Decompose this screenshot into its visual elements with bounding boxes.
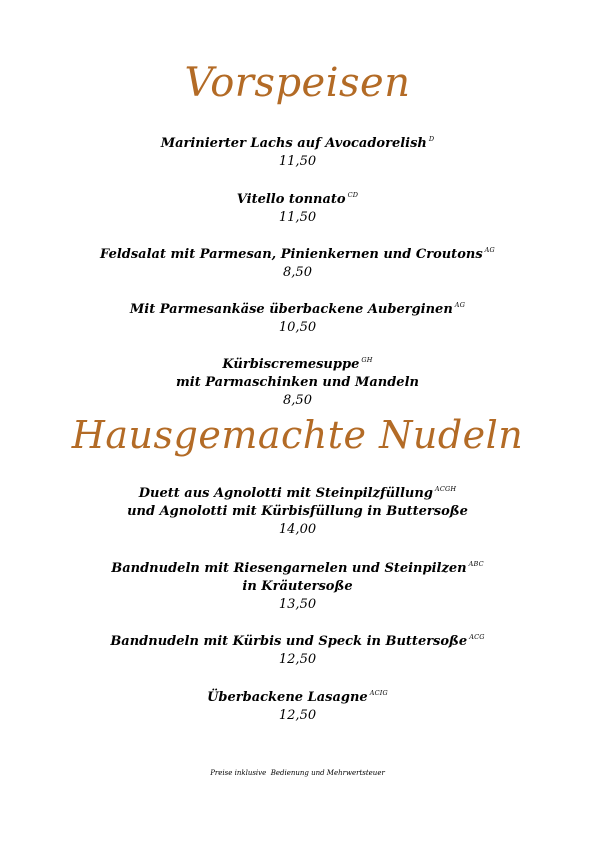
- dish-item: [0, 241, 595, 282]
- dish-name-continued: in Kräutersoße: [242, 579, 353, 594]
- dish-price: 8,50: [283, 265, 312, 280]
- dish-name: Bandnudeln mit Kürbis und Speck in Buttersoße $^{ACG}$: [110, 633, 485, 649]
- dish-name: Duett aus Agnolotti mit Steinpilzfüllung $^{ACGH}$: [138, 485, 457, 501]
- dish-price: 8,50: [283, 393, 312, 408]
- dish-name: Marinierter Lachs auf Avocadorelish $^D$: [160, 135, 435, 151]
- allergen-codes: ABC: [468, 560, 484, 568]
- dish-name: Kürbiscremesuppe $^{GH}$: [222, 356, 373, 372]
- allergen-codes: ACG: [469, 633, 485, 641]
- allergen-codes: AG: [484, 246, 495, 254]
- section-title-hausgemachte-nudeln: Hausgemachte Nudeln: [71, 413, 524, 457]
- allergen-codes: AG: [454, 301, 466, 309]
- dish-item: [0, 130, 595, 171]
- dish-item: [0, 555, 595, 614]
- dish-name: Feldsalat mit Parmesan, Pinienkernen und Croutons $^{AG}$: [100, 246, 495, 262]
- dish-price: 13,50: [278, 597, 317, 612]
- allergen-codes: ACGH: [434, 485, 457, 493]
- dish-price: 12,50: [278, 708, 317, 723]
- dish-price: 11,50: [278, 154, 317, 169]
- dish-name: Bandnudeln mit Riesengarnelen und Steinpilzen $^{ABC}$: [111, 560, 484, 576]
- dish-item: [0, 480, 595, 539]
- allergen-codes: CD: [347, 191, 359, 199]
- allergen-codes: D: [428, 135, 435, 143]
- allergen-codes: GH: [361, 356, 373, 364]
- dish-name-continued: und Agnolotti mit Kürbisfüllung in Buttersoße: [127, 504, 468, 519]
- dish-price: 14,00: [278, 522, 317, 537]
- dish-item: [0, 351, 595, 410]
- section-title-vorspeisen: Vorspeisen: [184, 60, 411, 106]
- price-note: Preise inklusive Bedienung und Mehrwertsteuer: [210, 769, 385, 777]
- dish-item: [0, 684, 595, 725]
- dish-price: 12,50: [278, 652, 317, 667]
- allergen-codes: ACIG: [369, 689, 388, 697]
- dish-price: 11,50: [278, 210, 317, 225]
- dish-name: Überbackene Lasagne $^{ACIG}$: [207, 689, 388, 705]
- dish-item: [0, 296, 595, 337]
- dish-item: [0, 628, 595, 669]
- dish-item: [0, 186, 595, 227]
- dish-name: Vitello tonnato $^{CD}$: [236, 191, 359, 207]
- dish-name: Mit Parmesankäse überbackene Auberginen $^{AG}$: [129, 301, 466, 317]
- dish-name-continued: mit Parmaschinken und Mandeln: [176, 375, 419, 390]
- dish-price: 10,50: [278, 320, 317, 335]
